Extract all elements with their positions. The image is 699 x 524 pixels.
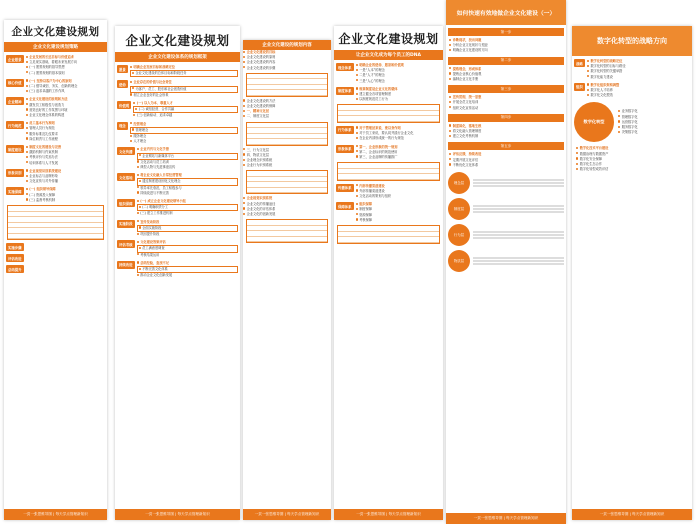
- section-line: 第一，企业形象的统一规划: [356, 145, 441, 150]
- section-line: 数字化人才培养: [587, 88, 690, 93]
- section-lines: [137, 240, 238, 258]
- section-lines: [137, 147, 238, 170]
- section-label: 实施阶段: [117, 220, 135, 228]
- panel-4-footer: 一页一张思维导图 | 每天学点管理新知识: [334, 509, 443, 520]
- tail-line: 数字化生态合作: [576, 162, 688, 167]
- hub-line: 运营数字化: [618, 120, 690, 125]
- section-line: 数字化转型的战略定位: [587, 59, 690, 64]
- section-4: [336, 145, 441, 161]
- panel-6-header: 数字化转型的战略方向: [572, 26, 692, 56]
- section-line: (三) 创新驱动、追求卓越: [133, 113, 238, 118]
- hub-line: [473, 257, 564, 259]
- content-line: 企业文化建设的原则: [243, 55, 331, 60]
- content-line: 企业视觉识别系统: [243, 196, 331, 201]
- step-bar: 第五步: [448, 142, 564, 150]
- section-line: 激励机制与约束机制: [26, 150, 105, 155]
- table-row: [338, 237, 439, 243]
- panel-3-body: [243, 50, 331, 243]
- section-2: [117, 80, 238, 98]
- section-line: 经营理念: [130, 122, 238, 127]
- section-7: [6, 187, 105, 203]
- content-line: 企业文化建设的步骤: [243, 66, 331, 71]
- section-line: 对于员工来说，要认同并践行企业文化: [356, 131, 441, 136]
- section-lines: [130, 80, 238, 98]
- section-3: [6, 97, 105, 118]
- section-line: 总结经验，查找不足: [137, 261, 238, 266]
- content-line: 企业文化建设的方法: [243, 99, 331, 104]
- section-1: [117, 65, 238, 77]
- hub-line: [473, 237, 564, 239]
- content-line: 企业行为识别系统: [243, 163, 331, 168]
- section-lines: [26, 79, 105, 95]
- section-line: 数字化转型的目标与路径: [587, 64, 690, 69]
- section-line: (一) 成立企业文化建设领导小组: [137, 199, 238, 204]
- section-line: 考核结果运用: [137, 253, 238, 258]
- panel-2-title: 企业文化建设规划: [125, 33, 230, 48]
- tail-line: 数字化安全保障: [576, 157, 688, 162]
- hub-1: [448, 172, 564, 194]
- section-line: 全面实施阶段: [137, 225, 238, 232]
- step-line: 提炼企业核心价值观: [449, 72, 563, 77]
- section-line: (一) 以人为本、尊重人才: [133, 101, 238, 106]
- section-line: 管理理念: [130, 127, 238, 134]
- panel-6-body: [572, 59, 692, 172]
- panel-2: [115, 26, 240, 520]
- hub-line: 业务数字化: [618, 109, 690, 114]
- section-line: 领导率先垂范，员工积极参与: [137, 186, 238, 191]
- step-line: 提炼理念，形成体系: [449, 67, 563, 72]
- hub-circle: 数字化转型: [574, 102, 614, 142]
- section-lines: [130, 65, 238, 77]
- content-line: 企业文化的传播途径: [243, 202, 331, 207]
- section-label: 持续改进: [117, 261, 135, 269]
- hub-line: 管理数字化: [618, 115, 690, 120]
- hub-lines: [473, 256, 564, 266]
- hub-line: 决策数字化: [618, 130, 690, 135]
- table-block: [246, 170, 328, 194]
- panel-5: [446, 0, 566, 524]
- panel-2-subtitle: 企业文化建设体系的规划框架: [115, 52, 240, 62]
- content-line: 企业文化的创新发展: [243, 212, 331, 217]
- section-line: 资源保障: [356, 213, 441, 218]
- section-9: [117, 240, 238, 258]
- section-line: 第三，企业品牌的传播推广: [356, 155, 441, 160]
- section-line: (一) 坚持以客户为中心的原则: [26, 79, 105, 84]
- step-lines: [449, 95, 563, 111]
- section-line: 企业网站与新媒体平台: [137, 153, 238, 160]
- table-row: [338, 174, 439, 180]
- section-line: (三) 追求卓越的工作作风: [26, 89, 105, 94]
- section-label: 文化落地: [117, 173, 135, 181]
- section-3: [117, 101, 238, 119]
- content-line: 企业文化建设的保障: [243, 104, 331, 109]
- table-block: [337, 104, 440, 123]
- tail-line: 数据治理与数据资产: [576, 152, 688, 157]
- table-block: [7, 205, 104, 240]
- section-line: 制度文化的建设与完善: [26, 145, 105, 150]
- section-1: [336, 63, 441, 84]
- section-lines: [137, 173, 238, 196]
- section-4: [6, 121, 105, 142]
- section-8: [117, 220, 238, 238]
- section-line: 服务标准及礼仪要求: [26, 132, 105, 137]
- step-line: 诊断现状，找出问题: [449, 38, 563, 43]
- section-line: 员工基本行为准则: [26, 121, 105, 126]
- section-line: 树立企业良好的社会形象: [130, 93, 238, 98]
- tail-line: 数字化技术平台建设: [576, 146, 688, 151]
- section-lines: [137, 220, 238, 238]
- section-lines: [26, 145, 105, 166]
- section-line: 人才理念: [130, 139, 238, 144]
- step-line: 开展全员文化培训: [449, 100, 563, 105]
- panel-5-footer: 一页一张思维导图 | 每天学点管理新知识: [446, 513, 566, 524]
- hub-line: [473, 208, 564, 210]
- bottom-section-1: [6, 243, 105, 251]
- section-lines: [356, 184, 441, 200]
- section-line: 对于管理层来说，要以身作则: [356, 126, 441, 131]
- section-line: 制度保障: [356, 207, 441, 212]
- section-label: 企业精神: [6, 97, 24, 105]
- table-row: [338, 116, 439, 122]
- hub-2: [448, 198, 564, 220]
- table-row: [247, 188, 327, 194]
- section-line: 营造良好的工作氛围与环境: [26, 108, 105, 113]
- table-block: [337, 225, 440, 244]
- section-line: 不断完善文化体系: [137, 266, 238, 273]
- section-line: 明确企业的使命、愿景和价值观: [356, 63, 441, 68]
- section-line: 立足现实基础，着眼未来发展方向: [26, 60, 105, 65]
- table-row: [247, 237, 327, 243]
- section-line: 外部传播渠道建设: [356, 189, 441, 194]
- section-line: 一是“人本”的理念: [356, 68, 441, 73]
- section-line: 内部传播渠道建设: [356, 184, 441, 189]
- section-line: 培训体系与人才发展: [26, 161, 105, 166]
- section-line: 将企业文化融入日常经营管理: [137, 173, 238, 178]
- content-line: 二、制度文化层: [243, 114, 331, 119]
- panel-5-header: 如何快速有效地做企业文化建设（一）: [446, 0, 566, 25]
- section-line: 企业发展的长远目标与价值追求: [26, 55, 105, 60]
- section-line: 激发员工积极性与创造力: [26, 103, 105, 108]
- section-line: 员工满意度调查: [137, 245, 238, 252]
- hub-line: [473, 263, 564, 265]
- step-line: 不断优化文化体系: [449, 163, 563, 168]
- section-label: 企业愿景: [6, 55, 24, 63]
- section-6: [336, 202, 441, 223]
- section-line: 企业文化建设的原则和方法: [26, 97, 105, 102]
- section-line: 管理人员行为规范: [26, 126, 105, 131]
- hub-line: [473, 260, 564, 262]
- section-line: 持续改进与不断完善: [137, 191, 238, 196]
- section-2: [574, 83, 690, 99]
- step-line: 分析企业文化现状与差距: [449, 43, 563, 48]
- section-line: 文化活动的策划与组织: [356, 194, 441, 199]
- hub-lines: [618, 109, 690, 135]
- section-1: [6, 55, 105, 76]
- section-lines: [356, 202, 441, 223]
- section-label: 愿景: [117, 65, 128, 73]
- content-line: 一、精神文化层: [243, 109, 331, 114]
- panel-1-title: 企业文化建设规划: [11, 26, 100, 38]
- section-line: 企业视觉识别系统建设: [26, 169, 105, 174]
- step-lines: [449, 67, 563, 83]
- content-line: 四、物质文化层: [243, 153, 331, 158]
- hub-circle: 制度层: [448, 198, 470, 220]
- section-2: [6, 79, 105, 95]
- section-label: 保障体系: [336, 202, 354, 210]
- panel-4-body: [334, 63, 443, 244]
- table-block: [246, 73, 328, 97]
- step-bar: 第一步: [448, 28, 564, 36]
- section-line: 推动企业文化创新发展: [137, 273, 238, 278]
- table-block: [246, 219, 328, 243]
- hub-circle: 理念层: [448, 172, 470, 194]
- panel-2-footer: 一页一张思维导图 | 每天学点管理新知识: [115, 509, 240, 520]
- panel-2-body: [115, 65, 240, 279]
- hub-line: [473, 179, 564, 181]
- hub-circle: 行为层: [448, 224, 470, 246]
- section-lines: [137, 261, 238, 279]
- section-lines: [130, 122, 238, 145]
- section-label: 评估改进: [6, 254, 24, 262]
- section-line: 文化活动与员工培训: [137, 160, 238, 165]
- panel-3-header: 企业文化建设的规划内容: [243, 40, 331, 50]
- table-row: [247, 90, 327, 96]
- panel-1-body: [4, 55, 107, 273]
- section-lines: [356, 63, 441, 84]
- step-line: 建立文化考核机制: [449, 134, 563, 139]
- section-label: 使命: [117, 80, 128, 88]
- section-line: 规章制度是企业文化的载体: [356, 87, 441, 92]
- section-line: 典型人物与先进事迹宣传: [137, 165, 238, 170]
- section-lines: [26, 169, 105, 185]
- section-line: 组织保障: [356, 202, 441, 207]
- section-line: 数字化文化塑造: [587, 93, 690, 98]
- hub-line: [473, 234, 564, 236]
- step-line: 组织文化宣传活动: [449, 106, 563, 111]
- hub-3: [448, 224, 564, 246]
- section-label: 行为规范: [6, 121, 24, 129]
- section-line: 文化建设效果评估: [137, 240, 238, 245]
- section-label: 评估考核: [117, 240, 135, 248]
- section-label: 组织保障: [117, 199, 135, 207]
- hub-line: [473, 205, 564, 207]
- section-3: [336, 126, 441, 142]
- section-line: 在企业内部形成统一的行为规范: [356, 136, 441, 141]
- section-lines: [356, 87, 441, 103]
- section-lines: [587, 59, 690, 80]
- section-line: 数字化能力建设: [587, 75, 690, 80]
- section-lines: [26, 55, 105, 76]
- content-line: 企业理念识别系统: [243, 158, 331, 163]
- section-label: 制度体系: [336, 87, 354, 95]
- panel-4-title: 企业文化建设规划: [338, 32, 439, 46]
- step-bar: 第三步: [448, 85, 564, 93]
- step-line: 评估反馈，持续改进: [449, 152, 563, 157]
- step-bar: 第四步: [448, 114, 564, 122]
- section-line: 企业标志与品牌形象: [26, 174, 105, 179]
- content-line: 三、行为文化层: [243, 148, 331, 153]
- hub-line: [473, 185, 564, 187]
- section-line: 建立健全各项管理制度: [356, 92, 441, 97]
- panel-6: [572, 26, 692, 520]
- hub-line: [473, 231, 564, 233]
- panel-4-subtitle: 让企业文化成为每个员工的DNA: [334, 50, 443, 60]
- hub-line: [473, 182, 564, 184]
- step-lines: [449, 38, 563, 54]
- hub-lines: [473, 230, 564, 240]
- section-lines: [26, 121, 105, 142]
- section-label: 价值观: [117, 101, 131, 109]
- section-10: [117, 261, 238, 279]
- section-line: (二) 明确职责分工: [137, 204, 238, 211]
- section-lines: [133, 101, 238, 119]
- section-line: (二) 诚信经营、合作共赢: [133, 106, 238, 113]
- section-line: (二) 愿景规划的基本原则: [26, 71, 105, 76]
- section-line: 企业存在的价值与社会责任: [130, 80, 238, 85]
- section-line: (三) 监督考核机制: [26, 198, 105, 203]
- section-line: 第二，企业标识的规范使用: [356, 150, 441, 155]
- section-label: 总结提升: [6, 265, 24, 273]
- hub-circle: 物质层: [448, 250, 470, 272]
- bottom-section-3: [6, 265, 105, 273]
- section-line: 为客户、员工、股东和社会创造价值: [130, 86, 238, 93]
- section-label: 传播体系: [336, 184, 354, 192]
- content-line: 企业文化的评估体系: [243, 207, 331, 212]
- section-line: 通过制度建设固化文化理念: [137, 178, 238, 185]
- section-label: 实施步骤: [6, 243, 24, 251]
- section-lines: [137, 199, 238, 217]
- section-5: [117, 147, 238, 170]
- section-line: 企业文化理念体系的构建: [26, 113, 105, 118]
- section-label: 理念: [117, 122, 128, 130]
- section-lines: [587, 83, 690, 99]
- section-5: [6, 145, 105, 166]
- section-line: 数字化转型的关键举措: [587, 69, 690, 74]
- transformation-hub: [574, 102, 690, 142]
- step-line: 将文化融入管理制度: [449, 129, 563, 134]
- section-label: 战略: [574, 59, 585, 67]
- step-lines: [449, 152, 563, 168]
- panel-1-subtitle: 企业文化建设规划策略: [4, 42, 107, 52]
- table-block: [337, 162, 440, 181]
- bottom-section-2: [6, 254, 105, 262]
- section-label: 制度建设: [6, 145, 24, 153]
- section-line: 考核保障: [356, 218, 441, 223]
- section-lines: [26, 97, 105, 118]
- section-5: [336, 184, 441, 200]
- table-row: [8, 234, 103, 240]
- step-line: 编制企业文化手册: [449, 77, 563, 82]
- section-line: 岗位职责与工作流程: [26, 137, 105, 142]
- section-line: 二是“人才”的理念: [356, 73, 441, 78]
- section-line: (一) 愿景规划的指导思想: [26, 65, 105, 70]
- section-line: 考核评价与奖惩办法: [26, 155, 105, 160]
- section-4: [117, 122, 238, 145]
- section-label: 行为体系: [336, 126, 354, 134]
- section-7: [117, 199, 238, 217]
- section-line: 宣传发动阶段: [137, 220, 238, 225]
- step-line: 明确企业文化建设的方向: [449, 48, 563, 53]
- step-line: 制度固化，落地生根: [449, 124, 563, 129]
- step-lines: [449, 124, 563, 140]
- table-block: [246, 122, 328, 146]
- section-line: 文化宣传与对外传播: [26, 179, 105, 184]
- section-lines: [26, 187, 105, 203]
- section-line: (三) 建立工作推进机制: [137, 211, 238, 216]
- section-label: 文化传播: [117, 147, 135, 155]
- section-6: [117, 173, 238, 196]
- section-label: 核心价值: [6, 79, 24, 87]
- panel-4: [334, 26, 443, 520]
- table-row: [247, 139, 327, 145]
- panel-5-body: [446, 28, 566, 272]
- hub-lines: [473, 204, 564, 214]
- section-line: (二) 资源投入保障: [26, 193, 105, 198]
- section-2: [336, 87, 441, 103]
- tail-lines: [576, 146, 688, 172]
- section-line: 三是“人心”的理念: [356, 79, 441, 84]
- section-line: (一) 组织领导保障: [26, 187, 105, 192]
- section-label: 形象体系: [336, 145, 354, 153]
- section-line: 数字化组织架构调整: [587, 83, 690, 88]
- panel-6-footer: 一页一张思维导图 | 每天学点管理新知识: [572, 509, 692, 520]
- section-6: [6, 169, 105, 185]
- step-line: 定期开展文化评估: [449, 158, 563, 163]
- section-label: 实施保障: [6, 187, 24, 195]
- panel-1-footer: 一页一张思维导图 | 每天学点管理新知识: [4, 509, 107, 520]
- panel-1: [4, 20, 107, 520]
- hub-lines: [473, 178, 564, 188]
- content-line: 企业文化建设的目标: [243, 50, 331, 55]
- step-line: 宣传贯彻，统一思想: [449, 95, 563, 100]
- section-line: 企业内刊与文化手册: [137, 147, 238, 152]
- section-line: 巩固提升阶段: [137, 232, 238, 237]
- hub-4: [448, 250, 564, 272]
- section-line: (二) 倡导诚信、务实、创新的理念: [26, 84, 105, 89]
- panel-3-footer: 一页一张思维导图 | 每天学点管理新知识: [243, 509, 331, 520]
- hub-line: 服务数字化: [618, 125, 690, 130]
- section-label: 组织: [574, 83, 585, 91]
- section-lines: [356, 145, 441, 161]
- section-lines: [356, 126, 441, 142]
- section-line: 以制度规范员工行为: [356, 97, 441, 102]
- section-line: 明确企业发展目标和战略定位: [130, 65, 238, 70]
- tail-line: 数字化转型成效评估: [576, 167, 688, 172]
- panel-3: [243, 40, 331, 520]
- section-1: [574, 59, 690, 80]
- step-bar: 第二步: [448, 57, 564, 65]
- content-line: 企业文化建设的内容: [243, 60, 331, 65]
- section-label: 理念体系: [336, 63, 354, 71]
- section-line: 服务理念: [130, 134, 238, 139]
- section-label: 形象识别: [6, 169, 24, 177]
- hub-line: [473, 211, 564, 213]
- section-line: 企业文化建设的总体目标和阶段任务: [130, 70, 238, 77]
